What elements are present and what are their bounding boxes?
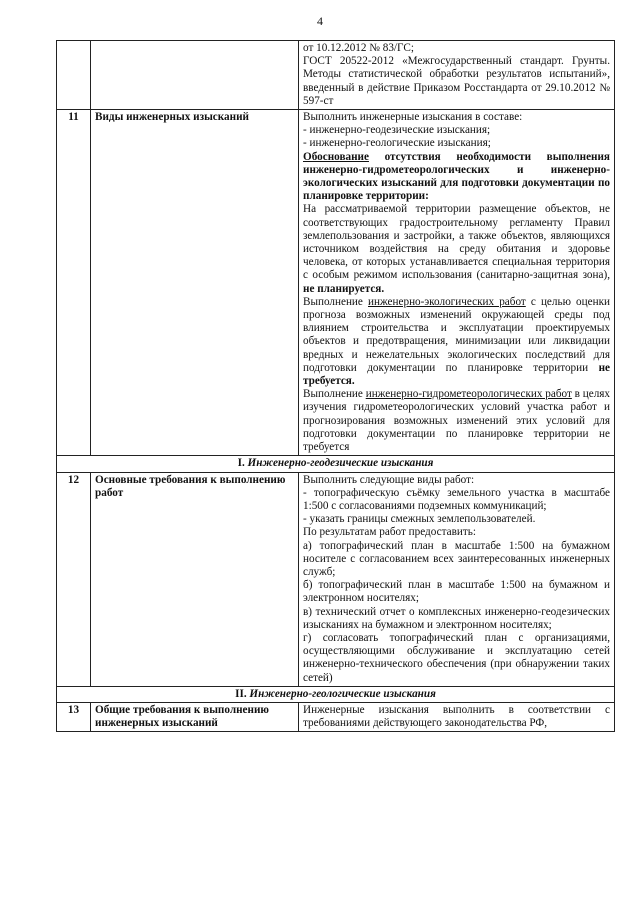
text-line: Выполнить следующие виды работ: [303,473,475,486]
section-number: I. [237,457,245,470]
paragraph [303,296,610,388]
section-title: Инженерно-геологические изыскания [249,687,436,700]
paragraph-text: На рассматриваемой территории размещение объектов, не соответствующих градостроительному регламенту Правил землепользования и застройки, а также объектов, являющихся источником воздействия на среду обитания и здоровье человека, от которых устанавливается специальная территория с особым режимом использования (санитарно-защитная зона), [303,203,610,282]
table-row-12 [57,472,615,686]
row-content-cell [299,702,615,731]
row-title: Основные требования к выполнению работ [91,472,299,686]
row-content-cell [299,41,615,110]
justification-word: Обоснование [303,150,369,163]
section-row-1 [57,456,615,472]
emphasis-text: не требуется. [303,361,611,388]
row-content-cell [299,110,615,456]
page-number: 4 [317,14,323,28]
list-item: а) топографический план в масштабе 1:500 на бумажном носителе с согласованием всех заинтересованных инженерных служб; [303,539,610,578]
section-row-2 [57,686,615,702]
emphasis-text: не планируется. [303,282,385,295]
text-line: Выполнить инженерные изыскания в составе: [303,111,523,124]
row-number: 11 [57,110,91,456]
paragraph [303,203,610,295]
row-content-cell [299,472,615,686]
row-title: Общие требования к выполнению инженерных изысканий [91,702,299,731]
paragraph-text: Выполнение [303,295,368,308]
list-item: - указать границы смежных землепользователей. [303,513,536,526]
underlined-term: инженерно-гидрометеорологических работ [365,388,572,401]
list-item: - инженерно-геодезические изыскания; [303,124,491,137]
paragraph-text: в целях изучения гидрометеорологических условий участка работ и прогнозирования возможных изменений этих условий для подготовки документации по планировке территории не требуется [303,388,611,454]
list-item: - инженерно-геологические изыскания; [303,137,491,150]
table-row-13 [57,702,615,731]
list-item: г) согласовать топографический план с организациями, осуществляющими обслуживание и эксплуатацию сетей инженерно-технического обеспечения (при обнаружении таких сетей) [303,631,610,684]
table-row-continued [57,41,615,110]
section-heading [57,456,615,472]
text-line: ГОСТ 20522-2012 «Межгосударственный стандарт. Грунты. Методы статистической обработки результатов испытаний», введенный в действие Приказом Росстандарта от 29.10.2012 № 597-ст [303,55,610,107]
list-item: в) технический отчет о комплексных инженерно-геодезических изысканиях на бумажном и электронном носителях; [303,605,610,631]
justification-heading [303,151,610,204]
row-number: 12 [57,472,91,686]
text-line: По результатам работ предоставить: [303,526,476,539]
section-heading [57,686,615,702]
justification-rest: отсутствия необходимости выполнения инженерно-гидрометеорологических и инженерно-экологических изысканий для подготовки документации по планировке территории: [303,150,610,203]
list-item: - топографическую съёмку земельного участка в масштабе 1:500 с согласованиями подземных коммуникаций; [303,486,610,512]
row-title: Виды инженерных изысканий [91,110,299,456]
section-number: II. [235,687,247,700]
paragraph-text: Выполнение [303,388,366,401]
underlined-term: инженерно-экологических работ [368,295,526,308]
list-item: б) топографический план в масштабе 1:500 на бумажном и электронном носителях; [303,579,610,605]
row-num-cell [57,41,91,110]
text-line: от 10.12.2012 № 83/ГС; [303,42,414,54]
row-name-cell [91,41,299,110]
paragraph-text: Инженерные изыскания выполнить в соответствии с требованиями действующего законодательства РФ, [303,703,610,730]
section-title: Инженерно-геодезические изыскания [247,457,434,470]
paragraph [303,388,610,454]
paragraph-text: с целью оценки прогноза возможных изменений окружающей среды под влиянием строительства и эксплуатации проектируемых объектов и предотвращения, минимизации или ликвидации вредных и нежелательных экологических последствий для подготовки документации по планировке территории [303,295,610,374]
row-number: 13 [57,702,91,731]
requirements-table [56,40,615,732]
table-row-11 [57,110,615,456]
